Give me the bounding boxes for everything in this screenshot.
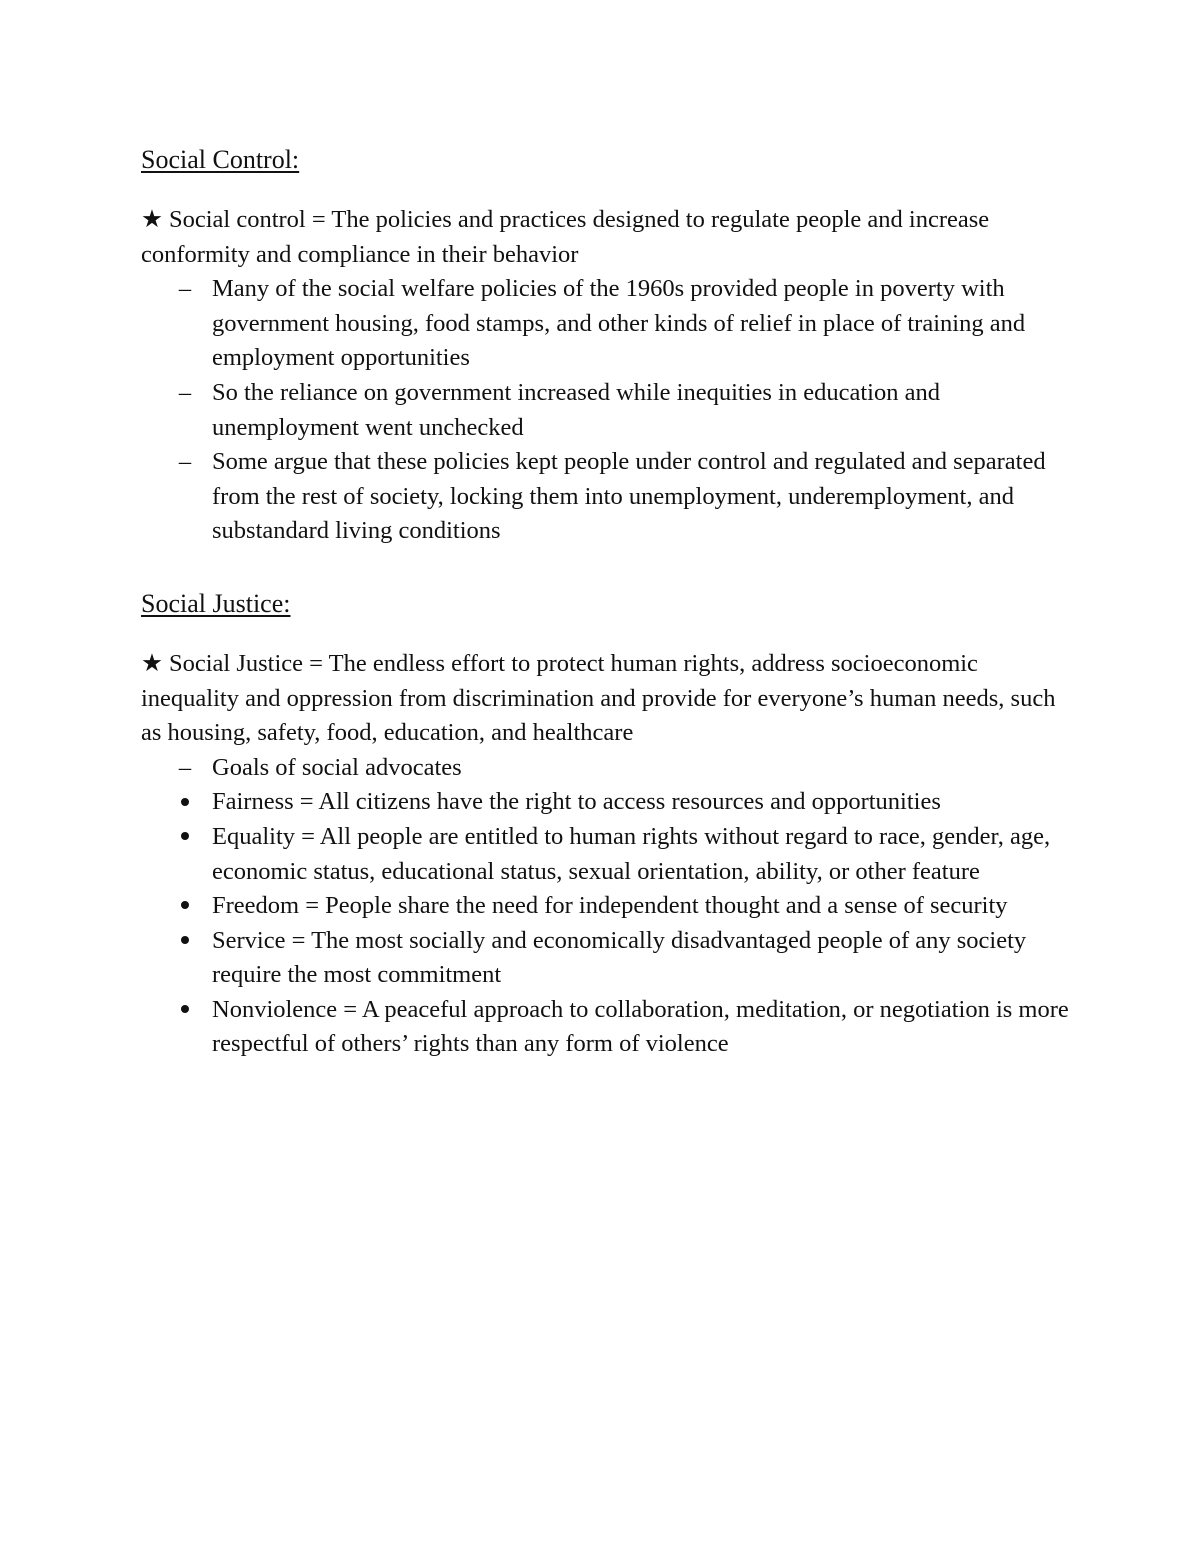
bullet-item-text: Fairness = All citizens have the right to access resources and opportunities (212, 788, 941, 816)
section-social-justice (141, 586, 1071, 1062)
dash-marker: – (178, 448, 192, 476)
list-social-justice (141, 751, 1071, 1062)
list-item-text: Goals of social advocates (212, 753, 462, 781)
star-icon: ★ (141, 649, 163, 677)
heading-social-justice: Social Justice: (141, 588, 291, 618)
heading-social-control: Social Control: (141, 145, 300, 174)
list-item-text: Some argue that these policies kept people under control and regulated and separated from the rest of society, locking them into unemployment, underemployment, and substandard living conditions (212, 448, 1046, 545)
bullet-item (141, 993, 1071, 1062)
bullet-icon (175, 924, 195, 959)
bullet-icon (175, 889, 195, 924)
star-icon: ★ (141, 206, 163, 233)
definition-social-control (141, 203, 1071, 272)
bullet-item-text: Service = The most socially and economically disadvantaged people of any society require the most commitment (212, 926, 1027, 989)
dash-marker: – (178, 378, 192, 406)
bullet-item (141, 924, 1071, 993)
dash-list-social-control (141, 272, 1071, 549)
list-item (141, 445, 1071, 549)
bullet-item (141, 820, 1071, 889)
definition-social-justice (141, 647, 1071, 751)
bullet-icon (175, 785, 195, 820)
list-item (141, 272, 1071, 376)
bullet-item-text: Equality = All people are entitled to human rights without regard to race, gender, age, economic status, educational status, sexual orientation, ability, or other feature (212, 822, 1051, 885)
list-item (141, 751, 1071, 786)
bullet-item (141, 889, 1071, 924)
section-social-control (141, 142, 1071, 549)
definition-text: Social Justice = The endless effort to protect human rights, address socioeconomic inequality and oppression from discrimination and provide for everyone’s human needs, such as housing, safety, food, education, and healthcare (141, 649, 1056, 747)
document-page (141, 142, 1071, 1062)
dash-marker: – (178, 275, 192, 303)
list-item-text: Many of the social welfare policies of the 1960s provided people in poverty with government housing, food stamps, and other kinds of relief in place of training and employment opportunities (212, 275, 1026, 372)
list-item (141, 376, 1071, 445)
bullet-item (141, 785, 1071, 820)
bullet-icon (175, 993, 195, 1028)
bullet-item-text: Freedom = People share the need for independent thought and a sense of security (212, 892, 1008, 920)
bullet-item-text: Nonviolence = A peaceful approach to collaboration, meditation, or negotiation is more respectful of others’ rights than any form of violence (212, 995, 1069, 1058)
bullet-icon (175, 820, 195, 855)
definition-text: Social control = The policies and practices designed to regulate people and increase conformity and compliance in their behavior (141, 206, 990, 268)
list-item-text: So the reliance on government increased while inequities in education and unemployment went unchecked (212, 378, 940, 441)
dash-marker: – (178, 753, 192, 781)
